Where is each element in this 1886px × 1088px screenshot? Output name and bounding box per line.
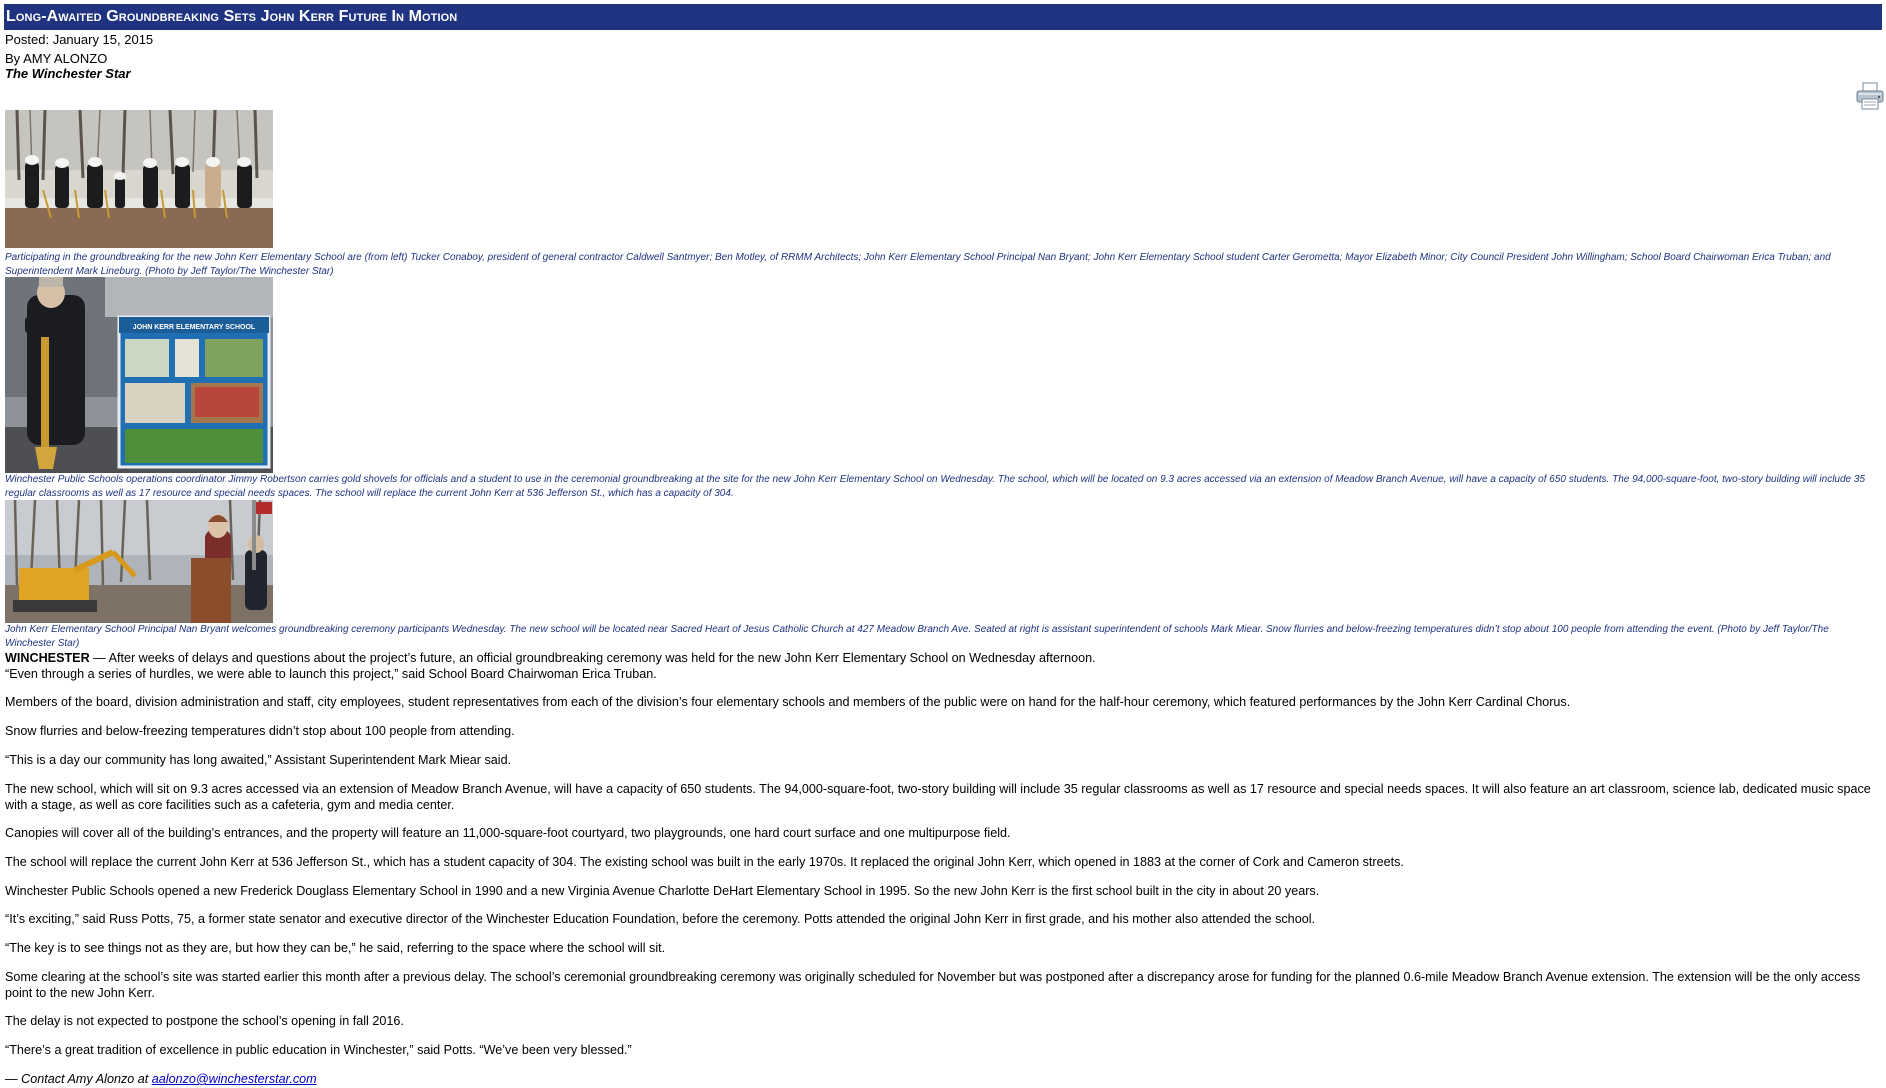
paragraph-3: Snow flurries and below-freezing temperatures didn’t stop about 100 people from attending. — [5, 724, 515, 738]
sign-title-text: JOHN KERR ELEMENTARY SCHOOL — [132, 324, 256, 331]
printer-icon[interactable] — [1855, 82, 1885, 110]
paragraph-6: Canopies will cover all of the building’s entrances, and the property will feature an 11,000-square-foot courtyard, two playgrounds, one hard court surface and one multipurpose field. — [5, 826, 1011, 840]
title-bar — [4, 4, 1882, 30]
publication-name: The Winchester Star — [5, 66, 131, 81]
article-title: Long-Awaited Groundbreaking Sets John Kerr Future In Motion — [6, 8, 458, 25]
posted-date: Posted: January 15, 2015 — [5, 32, 154, 47]
paragraph-10: “The key is to see things not as they are, but how they can be,” he said, referring to the space where the school will sit. — [5, 941, 666, 955]
paragraph-12: The delay is not expected to postpone the school’s opening in fall 2016. — [5, 1014, 404, 1028]
shovels-sign-photo — [5, 277, 273, 473]
dateline: WINCHESTER — [5, 651, 90, 665]
contact-email-link[interactable]: aalonzo@winchesterstar.com — [151, 1072, 317, 1086]
podium-photo — [5, 500, 273, 623]
byline: By AMY ALONZO — [5, 51, 108, 66]
article-lead-paragraph — [5, 651, 1880, 667]
photo-caption-2: Winchester Public Schools operations coordinator Jimmy Robertson carries gold shovels for officials and a student to use in the ceremonial groundbreaking at the site for the new John Kerr Elementary School on Wednesday. The school, which will be located on 9.3 acres accessed via an extension of Meadow Branch Avenue, will have a capacity of 650 students. The 94,000-square-foot, two-story building will include 35 regular classrooms as well as 17 resource and special needs spaces. The school will replace the current John Kerr at 536 Jefferson St., which has a capacity of 304. — [5, 474, 1865, 499]
paragraph-4: “This is a day our community has long awaited,” Assistant Superintendent Mark Miear said. — [5, 753, 512, 767]
paragraph-2: Members of the board, division administration and staff, city employees, student representatives from each of the division’s four elementary schools and members of the public were on hand for the half-hour ceremony, which featured performances by the John Kerr Cardinal Chorus. — [5, 695, 1571, 709]
paragraph-7: The school will replace the current John Kerr at 536 Jefferson St., which has a student capacity of 304. The existing school was built in the early 1970s. It replaced the original John Kerr, which opened in 1883 at the corner of Cork and Cameron streets. — [5, 855, 1404, 869]
lead-text: — After weeks of delays and questions about the project’s future, an official groundbreaking ceremony was held for the new John Kerr Elementary School on Wednesday afternoon. — [89, 651, 1096, 665]
paragraph-1: “Even through a series of hurdles, we were able to launch this project,” said School Board Chairwoman Erica Truban. — [5, 667, 657, 681]
paragraph-13: “There’s a great tradition of excellence in public education in Winchester,” said Potts. “We’ve been very blessed.” — [5, 1043, 632, 1057]
groundbreaking-photo — [5, 110, 273, 248]
paragraph-5: The new school, which will sit on 9.3 acres accessed via an extension of Meadow Branch Avenue, will have a capacity of 650 students. The 94,000-square-foot, two-story building will include 35 regular classrooms as well as 17 resource and special needs spaces. It will also feature an art classroom, science lab, dedicated music space with a stage, as well as core facilities such as a cafeteria, gym and media center. — [5, 782, 1871, 812]
paragraph-9: “It’s exciting,” said Russ Potts, 75, a former state senator and executive director of the Winchester Education Foundation, before the ceremony. Potts attended the original John Kerr in first grade, and his mother also attended the school. — [5, 912, 1315, 926]
contact-prefix: — Contact Amy Alonzo at — [5, 1072, 152, 1086]
photo-caption-3: John Kerr Elementary School Principal Nan Bryant welcomes groundbreaking ceremony participants Wednesday. The new school will be located near Sacred Heart of Jesus Catholic Church at 427 Meadow Branch Ave. Seated at right is assistant superintendent of schools Mark Miear. Snow flurries and below-freezing temperatures didn’t stop about 100 people from attending the event. (Photo by Jeff Taylor/The Winchester Star) — [5, 624, 1829, 649]
contact-line — [5, 1072, 1880, 1088]
photo-caption-1: Participating in the groundbreaking for the new John Kerr Elementary School are (from left) Tucker Conaboy, president of general contractor Caldwell Santmyer; Ben Motley, of RRMM Architects; John Kerr Elementary School Principal Nan Bryant; John Kerr Elementary School student Carter Gerometta; Mayor Elizabeth Minor; City Council President John Willingham; School Board Chairwoman Erica Truban; and Superintendent Mark Lineburg. (Photo by Jeff Taylor/The Winchester Star) — [5, 252, 1831, 277]
paragraph-8: Winchester Public Schools opened a new Frederick Douglass Elementary School in 1990 and a new Virginia Avenue Charlotte DeHart Elementary School in 1995. So the new John Kerr is the first school built in the city in about 20 years. — [5, 884, 1320, 898]
paragraph-11: Some clearing at the school’s site was started earlier this month after a previous delay. The school’s ceremonial groundbreaking ceremony was originally scheduled for November but was postponed after a discrepancy arose for funding for the planned 0.6-mile Meadow Branch Avenue extension. The extension will be the only access point to the new John Kerr. — [5, 970, 1861, 1000]
